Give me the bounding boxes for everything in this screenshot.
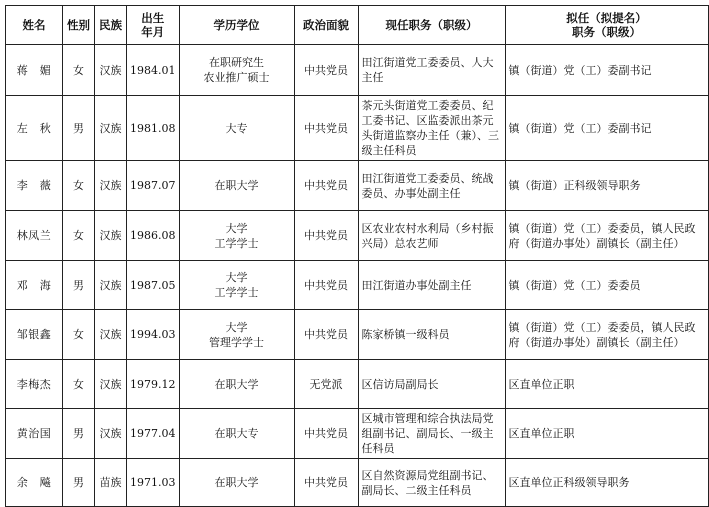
education-line: 在职大学 bbox=[214, 179, 259, 192]
cell-current-position: 区自然资源局党组副书记、副局长、二级主任科员 bbox=[358, 459, 505, 507]
education-line: 大专 bbox=[225, 121, 248, 135]
cell-ethnicity: 汉族 bbox=[95, 261, 127, 310]
education-line: 大学 bbox=[225, 271, 248, 284]
cell-proposed-position: 区直单位正职 bbox=[505, 360, 708, 409]
cell-education bbox=[179, 211, 294, 261]
cell-birth: 1979.12 bbox=[127, 360, 180, 409]
cell-education bbox=[179, 45, 294, 96]
header-current-position: 现任职务（职级） bbox=[358, 6, 505, 45]
cell-political: 中共党员 bbox=[294, 409, 358, 459]
cell-education bbox=[179, 409, 294, 459]
cell-current-position: 田江街道办事处副主任 bbox=[358, 261, 505, 310]
cell-education bbox=[179, 261, 294, 310]
cell-birth: 1971.03 bbox=[127, 459, 180, 507]
header-proposed-line-1: 拟任（拟提名） bbox=[566, 11, 647, 25]
education-line: 农业推广硕士 bbox=[203, 71, 270, 84]
table-row bbox=[6, 310, 709, 360]
table-row bbox=[6, 459, 709, 507]
header-education: 学历学位 bbox=[179, 6, 294, 45]
cell-birth: 1984.01 bbox=[127, 45, 180, 96]
cell-gender: 女 bbox=[63, 360, 95, 409]
cell-name: 李 薇 bbox=[6, 161, 63, 211]
cell-gender: 女 bbox=[63, 310, 95, 360]
cell-gender: 男 bbox=[63, 459, 95, 507]
appointment-table bbox=[5, 5, 709, 507]
cell-birth: 1987.05 bbox=[127, 261, 180, 310]
header-gender: 性别 bbox=[63, 6, 95, 45]
cell-proposed-position: 镇（街道）党（工）委委员，镇人民政府（街道办事处）副镇长（副主任） bbox=[505, 211, 708, 261]
cell-proposed-position: 镇（街道）党（工）委委员 bbox=[505, 261, 708, 310]
cell-gender: 男 bbox=[63, 409, 95, 459]
cell-name: 余 飚 bbox=[6, 459, 63, 507]
cell-proposed-position: 镇（街道）党（工）委副书记 bbox=[505, 45, 708, 96]
cell-education bbox=[179, 96, 294, 161]
cell-education bbox=[179, 360, 294, 409]
education-line: 管理学学士 bbox=[209, 335, 264, 349]
table-body bbox=[6, 45, 709, 507]
cell-political: 中共党员 bbox=[294, 211, 358, 261]
education-line: 在职大学 bbox=[214, 476, 259, 489]
cell-proposed-position: 镇（街道）党（工）委委员，镇人民政府（街道办事处）副镇长（副主任） bbox=[505, 310, 708, 360]
header-birth-line-1: 出生 bbox=[141, 11, 165, 25]
cell-name: 林凤兰 bbox=[6, 211, 63, 261]
cell-proposed-position: 镇（街道）党（工）委副书记 bbox=[505, 96, 708, 161]
cell-education bbox=[179, 459, 294, 507]
cell-name: 左 秋 bbox=[6, 96, 63, 161]
education-line: 在职大学 bbox=[214, 377, 259, 391]
cell-name: 黄治国 bbox=[6, 409, 63, 459]
header-proposed-position bbox=[505, 6, 708, 45]
table-row bbox=[6, 96, 709, 161]
education-line: 大学 bbox=[225, 320, 248, 334]
cell-name: 李梅杰 bbox=[6, 360, 63, 409]
cell-political: 无党派 bbox=[294, 360, 358, 409]
cell-ethnicity: 汉族 bbox=[95, 211, 127, 261]
header-ethnicity: 民族 bbox=[95, 6, 127, 45]
cell-current-position: 区农业农村水利局（乡村振兴局）总农艺师 bbox=[358, 211, 505, 261]
cell-ethnicity: 汉族 bbox=[95, 96, 127, 161]
cell-education bbox=[179, 310, 294, 360]
cell-gender: 女 bbox=[63, 161, 95, 211]
cell-name: 邹银鑫 bbox=[6, 310, 63, 360]
cell-ethnicity: 苗族 bbox=[95, 459, 127, 507]
education-line: 工学学士 bbox=[214, 236, 259, 250]
cell-proposed-position: 镇（街道）正科级领导职务 bbox=[505, 161, 708, 211]
header-proposed-line-2: 职务（职级） bbox=[572, 25, 641, 39]
cell-birth: 1994.03 bbox=[127, 310, 180, 360]
cell-name: 蒋 媚 bbox=[6, 45, 63, 96]
appointment-table-wrapper bbox=[5, 5, 709, 507]
table-row bbox=[6, 45, 709, 96]
header-row bbox=[6, 6, 709, 45]
cell-proposed-position: 区直单位正职 bbox=[505, 409, 708, 459]
cell-ethnicity: 汉族 bbox=[95, 360, 127, 409]
cell-ethnicity: 汉族 bbox=[95, 409, 127, 459]
cell-gender: 男 bbox=[63, 96, 95, 161]
cell-political: 中共党员 bbox=[294, 96, 358, 161]
header-name: 姓名 bbox=[6, 6, 63, 45]
education-line: 工学学士 bbox=[214, 286, 259, 299]
cell-political: 中共党员 bbox=[294, 161, 358, 211]
cell-political: 中共党员 bbox=[294, 310, 358, 360]
cell-proposed-position: 区直单位正科级领导职务 bbox=[505, 459, 708, 507]
cell-current-position: 田江街道党工委委员、统战委员、办事处副主任 bbox=[358, 161, 505, 211]
cell-current-position: 田江街道党工委委员、人大主任 bbox=[358, 45, 505, 96]
cell-ethnicity: 汉族 bbox=[95, 310, 127, 360]
cell-ethnicity: 汉族 bbox=[95, 45, 127, 96]
cell-birth: 1986.08 bbox=[127, 211, 180, 261]
cell-current-position: 陈家桥镇一级科员 bbox=[358, 310, 505, 360]
cell-current-position: 区信访局副局长 bbox=[358, 360, 505, 409]
cell-gender: 女 bbox=[63, 211, 95, 261]
cell-birth: 1981.08 bbox=[127, 96, 180, 161]
cell-gender: 女 bbox=[63, 45, 95, 96]
header-birth bbox=[127, 6, 180, 45]
cell-political: 中共党员 bbox=[294, 45, 358, 96]
cell-ethnicity: 汉族 bbox=[95, 161, 127, 211]
cell-birth: 1987.07 bbox=[127, 161, 180, 211]
cell-birth: 1977.04 bbox=[127, 409, 180, 459]
cell-political: 中共党员 bbox=[294, 459, 358, 507]
table-row bbox=[6, 409, 709, 459]
header-birth-line-2: 年月 bbox=[141, 25, 165, 39]
cell-name: 邓 海 bbox=[6, 261, 63, 310]
table-row bbox=[6, 360, 709, 409]
cell-political: 中共党员 bbox=[294, 261, 358, 310]
education-line: 大学 bbox=[225, 221, 248, 235]
cell-current-position: 茶元头街道党工委委员、纪工委书记、区监委派出茶元头街道监察办主任（兼）、三级主任科员 bbox=[358, 96, 505, 161]
education-line: 在职大专 bbox=[214, 427, 259, 440]
table-row bbox=[6, 161, 709, 211]
cell-education bbox=[179, 161, 294, 211]
cell-current-position: 区城市管理和综合执法局党组副书记、副局长、一级主任科员 bbox=[358, 409, 505, 459]
table-row bbox=[6, 211, 709, 261]
table-row bbox=[6, 261, 709, 310]
education-line: 在职研究生 bbox=[209, 56, 264, 69]
cell-gender: 男 bbox=[63, 261, 95, 310]
header-political: 政治面貌 bbox=[294, 6, 358, 45]
